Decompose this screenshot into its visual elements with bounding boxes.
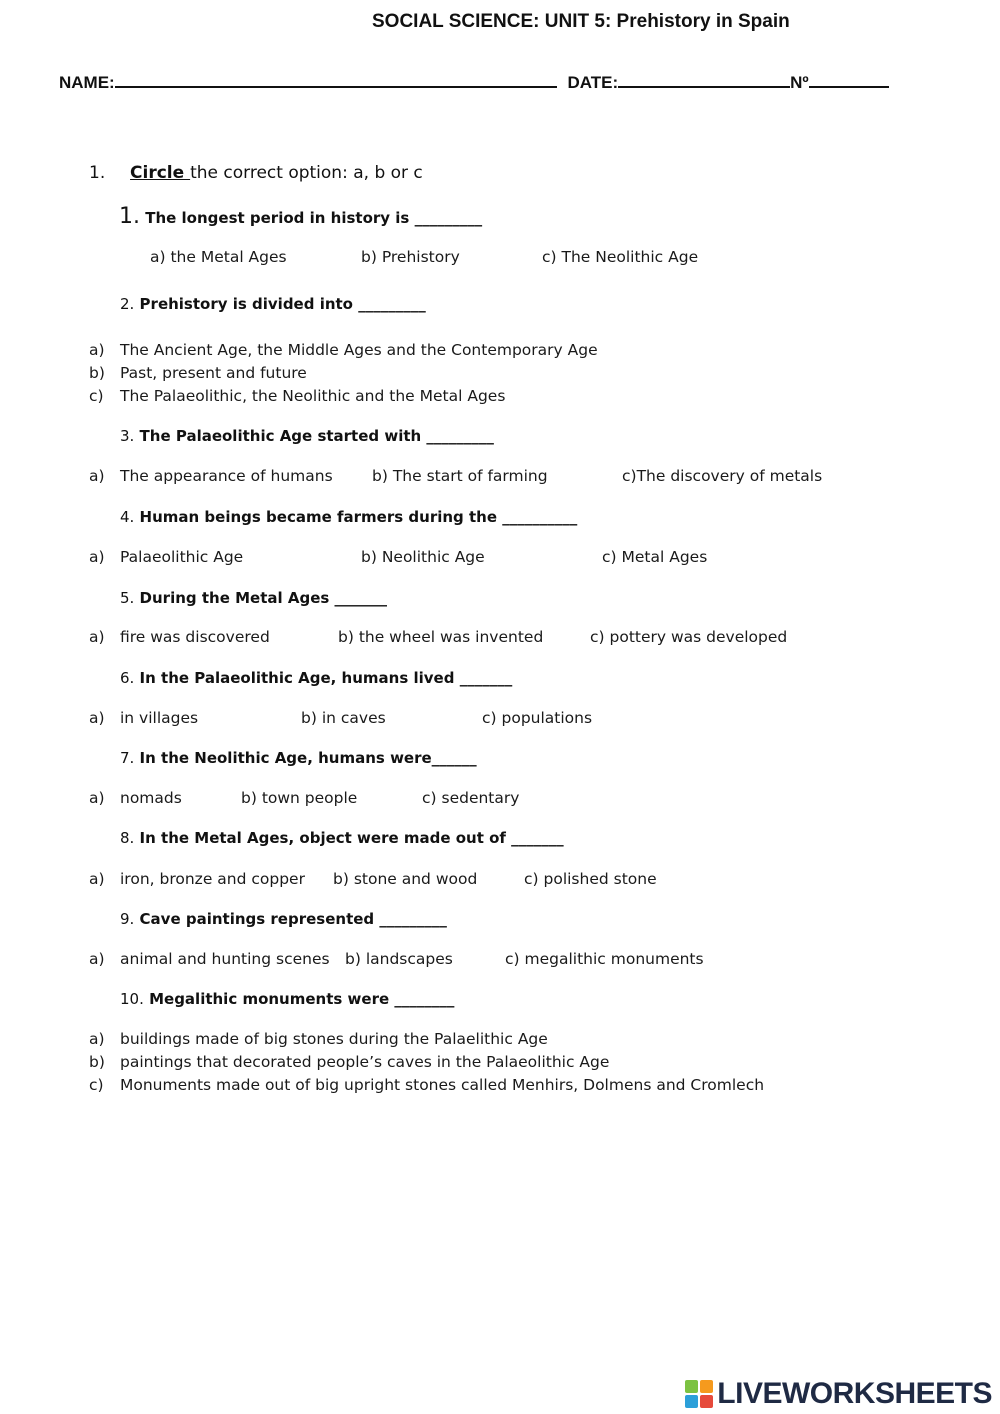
question-number: 2. [120, 295, 135, 313]
option-label-c: c) [89, 387, 104, 405]
logo-tile-orange [700, 1380, 713, 1393]
option-label-c: c) [89, 1076, 104, 1094]
option-3a[interactable]: The appearance of humans [120, 467, 333, 485]
question-number: 5. [120, 589, 135, 607]
option-label-a: a) [89, 341, 105, 359]
option-2a[interactable]: The Ancient Age, the Middle Ages and the Contemporary Age [120, 341, 598, 359]
option-6b[interactable]: b) in caves [301, 709, 386, 727]
logo-text: LIVEWORKSHEETS [717, 1377, 992, 1410]
name-field[interactable] [115, 70, 557, 88]
option-label-a: a) [89, 709, 105, 727]
option-label-b: b) [89, 364, 105, 382]
name-label: NAME: [59, 73, 115, 92]
name-date-row [59, 70, 889, 93]
question-7 [120, 749, 477, 767]
question-number: 8. [120, 829, 135, 847]
question-text: In the Metal Ages, object were made out of _______ [139, 829, 564, 847]
option-8c[interactable]: c) polished stone [524, 870, 657, 888]
question-number: 10. [120, 990, 144, 1008]
question-text: In the Neolithic Age, humans were______ [139, 749, 477, 767]
instruction-circle-word: Circle [130, 163, 191, 183]
option-7b[interactable]: b) town people [241, 789, 358, 807]
question-3 [120, 427, 494, 445]
question-10 [120, 990, 454, 1008]
option-label-a: a) [89, 789, 105, 807]
question-text: In the Palaeolithic Age, humans lived _______ [139, 669, 513, 687]
question-2 [120, 295, 426, 313]
question-5 [120, 589, 387, 607]
option-4a[interactable]: Palaeolithic Age [120, 548, 244, 566]
option-8a[interactable]: iron, bronze and copper [120, 870, 305, 888]
question-text: Prehistory is divided into _________ [139, 295, 426, 313]
option-3b[interactable]: b) The start of farming [372, 467, 548, 485]
question-number: 7. [120, 749, 135, 767]
question-text: During the Metal Ages _______ [139, 589, 388, 607]
question-number: 6. [120, 669, 135, 687]
option-label-a: a) [89, 870, 105, 888]
logo-tile-blue [685, 1395, 698, 1408]
option-4c[interactable]: c) Metal Ages [602, 548, 708, 566]
option-10c[interactable]: Monuments made out of big upright stones called Menhirs, Dolmens and Cromlech [120, 1076, 765, 1094]
option-label-a: a) [89, 467, 105, 485]
date-label: DATE: [567, 73, 619, 92]
option-label-a: a) [89, 548, 105, 566]
question-number: 1. [119, 204, 140, 229]
option-2b[interactable]: Past, present and future [120, 364, 307, 382]
option-5c[interactable]: c) pottery was developed [590, 628, 788, 646]
date-field[interactable] [618, 70, 790, 88]
instruction-number: 1. [89, 163, 106, 183]
option-6c[interactable]: c) populations [482, 709, 593, 727]
option-label-a: a) [89, 1030, 105, 1048]
option-9a[interactable]: animal and hunting scenes [120, 950, 330, 968]
option-10b[interactable]: paintings that decorated people’s caves in the Palaeolithic Age [120, 1053, 610, 1071]
option-1c[interactable]: c) The Neolithic Age [542, 248, 699, 266]
option-1b[interactable]: b) Prehistory [361, 248, 460, 266]
option-7a[interactable]: nomads [120, 789, 182, 807]
number-label: Nº [790, 73, 809, 92]
option-7c[interactable]: c) sedentary [422, 789, 520, 807]
question-text: The longest period in history is _________ [145, 209, 483, 227]
instruction [89, 163, 423, 183]
question-text: Cave paintings represented _________ [139, 910, 447, 928]
option-label-a: a) [89, 950, 105, 968]
option-6a[interactable]: in villages [120, 709, 199, 727]
logo-grid-icon [685, 1380, 713, 1408]
option-10a[interactable]: buildings made of big stones during the Palaelithic Age [120, 1030, 548, 1048]
option-2c[interactable]: The Palaeolithic, the Neolithic and the Metal Ages [120, 387, 506, 405]
option-1a[interactable]: a) the Metal Ages [150, 248, 287, 266]
number-field[interactable] [809, 70, 889, 88]
question-text: Human beings became farmers during the __________ [139, 508, 578, 526]
option-label-a: a) [89, 628, 105, 646]
question-number: 3. [120, 427, 135, 445]
option-9c[interactable]: c) megalithic monuments [505, 950, 704, 968]
question-9 [120, 910, 447, 928]
option-3c[interactable]: c)The discovery of metals [622, 467, 823, 485]
logo-tile-green [685, 1380, 698, 1393]
option-9b[interactable]: b) landscapes [345, 950, 453, 968]
instruction-text: the correct option: a, b or c [190, 163, 423, 183]
question-number: 9. [120, 910, 135, 928]
question-number: 4. [120, 508, 135, 526]
liveworksheets-logo [685, 1377, 992, 1411]
option-5b[interactable]: b) the wheel was invented [338, 628, 544, 646]
option-4b[interactable]: b) Neolithic Age [361, 548, 485, 566]
question-text: The Palaeolithic Age started with _________ [139, 427, 494, 445]
option-5a[interactable]: fire was discovered [120, 628, 270, 646]
option-label-b: b) [89, 1053, 105, 1071]
logo-tile-red [700, 1395, 713, 1408]
question-8 [120, 829, 564, 847]
page-title: SOCIAL SCIENCE: UNIT 5: Prehistory in Spain [372, 11, 790, 32]
question-4 [120, 508, 577, 526]
option-8b[interactable]: b) stone and wood [333, 870, 478, 888]
question-1 [119, 204, 482, 229]
question-6 [120, 669, 512, 687]
question-text: Megalithic monuments were ________ [149, 990, 455, 1008]
